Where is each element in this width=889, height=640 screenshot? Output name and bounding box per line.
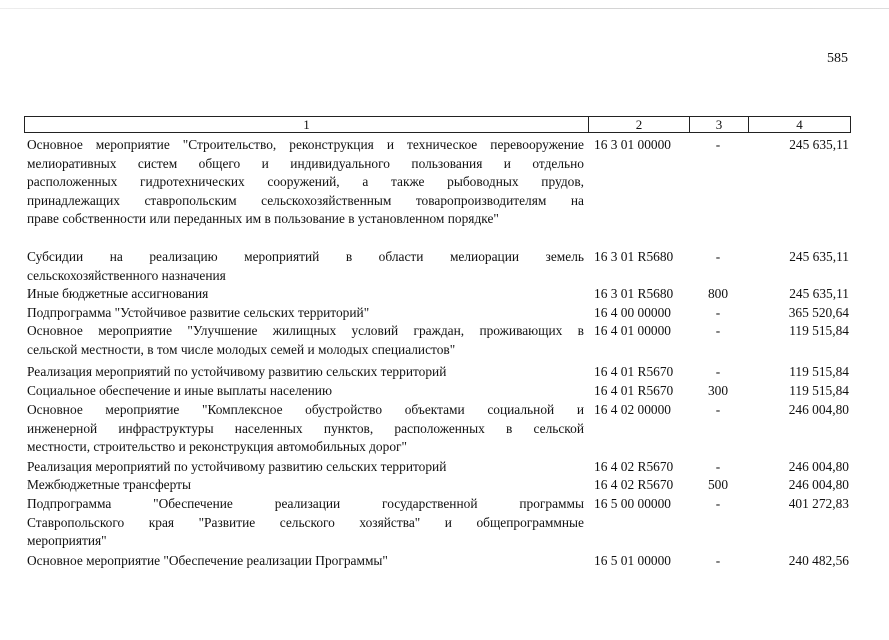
description-line: Социальное обеспечение и иные выплаты населению bbox=[27, 383, 332, 398]
row-amount: 246 004,80 bbox=[788, 477, 849, 492]
description-line: Реализация мероприятий по устойчивому развитию сельских территорий bbox=[27, 459, 447, 474]
row-description bbox=[27, 322, 584, 359]
row-code: 16 4 02 R5670 bbox=[594, 477, 674, 492]
description-line: Ставропольского края "Развитие сельского хозяйства" и общепрограммные bbox=[27, 514, 584, 530]
row-code: 16 4 01 R5670 bbox=[594, 383, 674, 398]
row-type: - bbox=[715, 249, 721, 264]
row-type: 800 bbox=[707, 286, 729, 301]
scan-edge bbox=[0, 8, 889, 9]
row-type: - bbox=[715, 553, 721, 568]
row-amount: 246 004,80 bbox=[788, 402, 849, 417]
row-type: - bbox=[715, 402, 721, 417]
row-code: 16 4 00 00000 bbox=[594, 305, 671, 320]
description-line: расположенных гидротехнических сооружений, а также рыбоводных прудов, bbox=[27, 174, 584, 189]
row-amount: 119 515,84 bbox=[789, 323, 849, 338]
row-description bbox=[27, 248, 584, 285]
row-type: - bbox=[715, 364, 721, 379]
row-description bbox=[27, 285, 584, 304]
row-description bbox=[27, 495, 584, 551]
description-line: Межбюджетные трансферты bbox=[27, 477, 191, 492]
description-line: мероприятия" bbox=[27, 533, 107, 548]
description-line: Основное мероприятие "Обеспечение реализации Программы" bbox=[27, 553, 388, 568]
description-line: мелиоративных систем общего и индивидуального пользования и отдельно bbox=[27, 155, 584, 171]
row-description bbox=[27, 552, 584, 571]
row-amount: 245 635,11 bbox=[789, 137, 849, 152]
row-code: 16 4 01 00000 bbox=[594, 323, 671, 338]
description-line: Основное мероприятие "Улучшение жилищных условий граждан, проживающих в bbox=[27, 323, 584, 338]
row-amount: 119 515,84 bbox=[789, 383, 849, 398]
description-line: Иные бюджетные ассигнования bbox=[27, 286, 209, 301]
row-description bbox=[27, 476, 584, 495]
description-line: Реализация мероприятий по устойчивому развитию сельских территорий bbox=[27, 364, 447, 379]
description-line: Основное мероприятие "Комплексное обустройство объектами социальной и bbox=[27, 402, 584, 417]
row-amount: 240 482,56 bbox=[788, 553, 849, 568]
description-line: Основное мероприятие "Строительство, реконструкция и техническое перевооружение bbox=[27, 137, 584, 152]
row-code: 16 4 02 00000 bbox=[594, 402, 671, 417]
row-amount: 246 004,80 bbox=[788, 459, 849, 474]
description-line: принадлежащих ставропольским сельскохозяйственным товаропроизводителям на bbox=[27, 192, 584, 208]
row-code: 16 5 01 00000 bbox=[594, 553, 671, 568]
description-line: праве собственности или переданных им в пользование в установленном порядке" bbox=[27, 211, 499, 226]
row-code: 16 4 02 R5670 bbox=[594, 459, 674, 474]
row-description bbox=[27, 401, 584, 457]
description-line: Субсидии на реализацию мероприятий в области мелиорации земель bbox=[27, 249, 584, 264]
description-line: Подпрограмма "Устойчивое развитие сельских территорий" bbox=[27, 305, 370, 320]
column-header-4: 4 bbox=[748, 117, 850, 132]
row-code: 16 5 00 00000 bbox=[594, 496, 671, 511]
page-number: 585 bbox=[827, 51, 848, 66]
column-header-1: 1 bbox=[303, 117, 310, 132]
row-code: 16 3 01 00000 bbox=[594, 137, 671, 152]
row-amount: 245 635,11 bbox=[789, 249, 849, 264]
row-description bbox=[27, 136, 584, 229]
table-header bbox=[24, 116, 851, 133]
row-code: 16 3 01 R5680 bbox=[594, 286, 674, 301]
description-line: местности, строительство и реконструкция автомобильных дорог" bbox=[27, 439, 407, 454]
row-type: - bbox=[715, 459, 721, 474]
row-amount: 245 635,11 bbox=[789, 286, 849, 301]
row-description bbox=[27, 382, 584, 401]
row-description bbox=[27, 458, 584, 477]
row-amount: 119 515,84 bbox=[789, 364, 849, 379]
description-line: сельскохозяйственного назначения bbox=[27, 267, 226, 283]
description-line: сельской местности, в том числе молодых семей и молодых специалистов" bbox=[27, 341, 456, 357]
row-type: 300 bbox=[707, 383, 729, 398]
row-type: - bbox=[715, 496, 721, 511]
row-description bbox=[27, 363, 584, 382]
row-amount: 401 272,83 bbox=[788, 496, 849, 511]
row-type: - bbox=[715, 137, 721, 152]
row-code: 16 4 01 R5670 bbox=[594, 364, 674, 379]
column-header-3: 3 bbox=[689, 117, 748, 132]
row-amount: 365 520,64 bbox=[788, 305, 849, 320]
description-line: Подпрограмма "Обеспечение реализации государственной программы bbox=[27, 496, 584, 511]
description-line: инженерной инфраструктуры населенных пунктов, расположенных в сельской bbox=[27, 420, 584, 436]
row-description bbox=[27, 304, 584, 323]
column-header-2: 2 bbox=[588, 117, 689, 132]
row-type: 500 bbox=[707, 477, 729, 492]
row-code: 16 3 01 R5680 bbox=[594, 249, 674, 264]
row-type: - bbox=[715, 323, 721, 338]
row-type: - bbox=[715, 305, 721, 320]
